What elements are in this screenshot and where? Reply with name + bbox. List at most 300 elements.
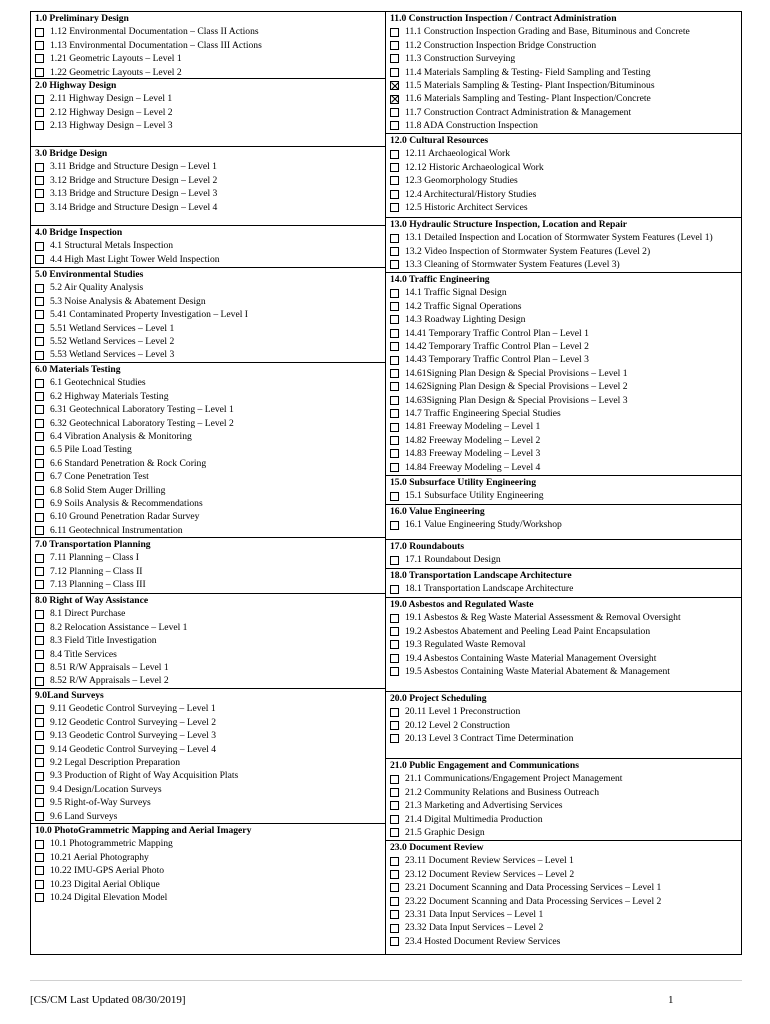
checkbox[interactable] (390, 150, 399, 159)
section-title: 23.0 Document Review (390, 842, 484, 853)
checkbox[interactable] (35, 650, 44, 659)
checklist-item (390, 518, 741, 531)
checklist-item (390, 665, 741, 678)
checkbox[interactable] (35, 337, 44, 346)
checklist-item-label: 6.6 Standard Penetration & Rock Coring (50, 457, 207, 469)
checklist-item (35, 295, 385, 308)
checkbox[interactable] (390, 396, 399, 405)
checklist-item-label: 11.1 Construction Inspection Grading and Base, Bituminous and Concrete (405, 26, 690, 38)
checkbox[interactable] (35, 28, 44, 37)
checklist-item (390, 908, 741, 921)
checklist-item (390, 935, 741, 948)
checklist-item (35, 390, 385, 403)
checkbox[interactable] (390, 342, 399, 351)
section-16-0 (386, 505, 741, 540)
checkbox[interactable] (35, 731, 44, 740)
checkbox[interactable] (35, 623, 44, 632)
checklist-item (35, 810, 385, 823)
checkbox[interactable] (35, 718, 44, 727)
checklist-item-label: 14.81 Freeway Modeling – Level 1 (405, 421, 541, 433)
checklist-item-label: 13.2 Video Inspection of Stormwater System Features (Level 2) (405, 245, 651, 257)
checkbox[interactable] (390, 329, 399, 338)
checklist-item (390, 52, 741, 65)
checkbox[interactable] (35, 705, 44, 714)
section-title: 9.0Land Surveys (35, 690, 104, 701)
checklist-item (35, 878, 385, 891)
checklist-item-label: 1.12 Environmental Documentation – Class II Actions (50, 26, 259, 38)
checkbox[interactable] (390, 54, 399, 63)
checklist-item (390, 327, 741, 340)
checklist-item (35, 729, 385, 742)
checklist-item (390, 434, 741, 447)
section-title: 20.0 Project Scheduling (390, 693, 487, 704)
checklist-item (390, 174, 741, 187)
checklist-item-label: 2.13 Highway Design – Level 3 (50, 120, 173, 132)
checked-checkbox[interactable] (390, 81, 399, 90)
checklist-item (390, 854, 741, 867)
checklist-item (390, 447, 741, 460)
checkbox[interactable] (35, 880, 44, 889)
section-3-0 (31, 147, 385, 226)
checklist-item-label: 19.3 Regulated Waste Removal (405, 639, 526, 651)
checklist-item (390, 340, 741, 353)
checkbox[interactable] (390, 667, 399, 676)
checklist-item-label: 14.62Signing Plan Design & Special Provisions – Level 2 (405, 381, 628, 393)
checkbox[interactable] (390, 654, 399, 663)
checklist-item (390, 895, 741, 908)
checklist-item (35, 796, 385, 809)
checklist-item-label: 14.83 Freeway Modeling – Level 3 (405, 448, 541, 460)
checklist-item-label: 9.12 Geodetic Control Surveying – Level 2 (50, 716, 216, 728)
section-5-0 (31, 268, 385, 363)
checkbox[interactable] (35, 663, 44, 672)
section-title: 17.0 Roundabouts (390, 541, 465, 552)
checklist-item (35, 674, 385, 687)
checkbox[interactable] (35, 459, 44, 468)
section-23-0 (386, 841, 741, 949)
checklist-item-label: 5.52 Wetland Services – Level 2 (50, 336, 175, 348)
checkbox[interactable] (35, 853, 44, 862)
checklist-item (390, 921, 741, 934)
checkbox[interactable] (390, 28, 399, 37)
checklist-item-label: 19.5 Asbestos Containing Waste Material Abatement & Management (405, 666, 670, 678)
section-8-0 (31, 594, 385, 689)
checklist-item-label: 5.3 Noise Analysis & Abatement Design (50, 295, 206, 307)
checkbox[interactable] (35, 108, 44, 117)
section-21-0 (386, 759, 741, 841)
checkbox[interactable] (390, 260, 399, 269)
checklist-item-label: 18.1 Transportation Landscape Architecture (405, 583, 574, 595)
checkbox[interactable] (35, 163, 44, 172)
checkbox[interactable] (390, 734, 399, 743)
prequalification-form (30, 11, 742, 955)
checkbox[interactable] (390, 41, 399, 50)
checklist-item-label: 20.12 Level 2 Construction (405, 719, 510, 731)
section-11-0 (386, 12, 741, 134)
checklist-item (35, 253, 385, 266)
checklist-item-label: 23.11 Document Review Services – Level 1 (405, 855, 574, 867)
checkbox[interactable] (35, 486, 44, 495)
checkbox[interactable] (390, 463, 399, 472)
checkbox[interactable] (35, 419, 44, 428)
checkbox[interactable] (390, 436, 399, 445)
checkbox[interactable] (35, 189, 44, 198)
section-title: 3.0 Bridge Design (35, 148, 108, 159)
checklist-item-label: 17.1 Roundabout Design (405, 554, 501, 566)
checkbox[interactable] (35, 499, 44, 508)
checkbox[interactable] (35, 785, 44, 794)
checkbox[interactable] (390, 857, 399, 866)
checklist-item (35, 25, 385, 38)
checklist-item-label: 3.11 Bridge and Structure Design – Level 1 (50, 161, 217, 173)
checklist-item-label: 10.22 IMU-GPS Aerial Photo (50, 865, 165, 877)
checklist-item (35, 430, 385, 443)
checkbox[interactable] (35, 610, 44, 619)
checkbox[interactable] (35, 297, 44, 306)
checkbox[interactable] (35, 310, 44, 319)
checkbox[interactable] (35, 866, 44, 875)
checkbox[interactable] (35, 758, 44, 767)
checkbox[interactable] (35, 840, 44, 849)
section-title: 15.0 Subsurface Utility Engineering (390, 477, 537, 488)
checklist-item-label: 8.4 Title Services (50, 648, 117, 660)
checklist-item (35, 66, 385, 79)
checkbox[interactable] (390, 556, 399, 565)
checkbox[interactable] (35, 513, 44, 522)
checklist-item (35, 335, 385, 348)
checklist-item (35, 769, 385, 782)
checklist-item-label: 6.10 Ground Penetration Radar Survey (50, 511, 200, 523)
checkbox[interactable] (390, 315, 399, 324)
checklist-item (390, 161, 741, 174)
checklist-item-label: 9.5 Right-of-Way Surveys (50, 797, 151, 809)
checkbox[interactable] (390, 897, 399, 906)
section-title: 10.0 PhotoGrammetric Mapping and Aerial Imagery (35, 825, 252, 836)
checklist-item (35, 201, 385, 214)
checklist-item-label: 12.4 Architectural/History Studies (405, 188, 537, 200)
checklist-item-label: 6.8 Solid Stem Auger Drilling (50, 484, 166, 496)
checklist-item-label: 6.32 Geotechnical Laboratory Testing – Level 2 (50, 417, 234, 429)
checklist-item (35, 648, 385, 661)
checklist-item (35, 376, 385, 389)
checkbox[interactable] (390, 234, 399, 243)
checkbox[interactable] (35, 446, 44, 455)
checkbox[interactable] (390, 788, 399, 797)
checkbox[interactable] (35, 432, 44, 441)
checklist-item-label: 21.5 Graphic Design (405, 827, 485, 839)
section-title: 21.0 Public Engagement and Communications (390, 760, 579, 771)
checklist-item-label: 6.5 Pile Load Testing (50, 444, 132, 456)
checklist-item-label: 19.2 Asbestos Abatement and Peeling Lead Paint Encapsulation (405, 625, 651, 637)
checkbox[interactable] (390, 937, 399, 946)
section-title: 2.0 Highway Design (35, 80, 117, 91)
checklist-item-label: 14.42 Temporary Traffic Control Plan – Level 2 (405, 341, 589, 353)
checklist-item-label: 9.2 Legal Description Preparation (50, 757, 181, 769)
checkbox[interactable] (35, 812, 44, 821)
checklist-item (35, 743, 385, 756)
checklist-item-label: 10.21 Aerial Photography (50, 851, 149, 863)
checklist-item (390, 25, 741, 38)
checklist-item-label: 1.21 Geometric Layouts – Level 1 (50, 53, 182, 65)
checklist-item-label: 21.2 Community Relations and Business Outreach (405, 786, 599, 798)
checkbox[interactable] (390, 176, 399, 185)
checklist-item (35, 716, 385, 729)
checklist-item (390, 420, 741, 433)
checklist-item-label: 3.12 Bridge and Structure Design – Level 2 (50, 174, 218, 186)
checklist-item-label: 23.12 Document Review Services – Level 2 (405, 868, 575, 880)
checkbox[interactable] (390, 247, 399, 256)
checkbox[interactable] (35, 203, 44, 212)
checklist-item (35, 92, 385, 105)
checkbox[interactable] (35, 677, 44, 686)
checklist-item-label: 6.1 Geotechnical Studies (50, 377, 146, 389)
checkbox[interactable] (35, 379, 44, 388)
checkbox[interactable] (35, 893, 44, 902)
section-2-0 (31, 79, 385, 147)
checkbox[interactable] (390, 828, 399, 837)
checklist-item-label: 21.1 Communications/Engagement Project Management (405, 773, 623, 785)
checklist-item (390, 258, 741, 271)
checklist-item-label: 1.13 Environmental Documentation – Class III Actions (50, 39, 262, 51)
checkbox[interactable] (35, 255, 44, 264)
checklist-item-label: 3.14 Bridge and Structure Design – Level 4 (50, 201, 218, 213)
checkbox[interactable] (35, 68, 44, 77)
checkbox[interactable] (390, 721, 399, 730)
section-19-0 (386, 598, 741, 692)
checklist-item-label: 2.12 Highway Design – Level 2 (50, 106, 173, 118)
checklist-item-label: 6.11 Geotechnical Instrumentation (50, 524, 183, 536)
checklist-item-label: 7.11 Planning – Class I (50, 552, 139, 564)
checked-checkbox[interactable] (390, 95, 399, 104)
checkbox[interactable] (390, 640, 399, 649)
checkbox[interactable] (35, 242, 44, 251)
checklist-item-label: 9.3 Production of Right of Way Acquisition Plats (50, 770, 239, 782)
checklist-item (35, 417, 385, 430)
checklist-item-label: 21.4 Digital Multimedia Production (405, 813, 543, 825)
checkbox[interactable] (390, 492, 399, 501)
checklist-item-label: 4.4 High Mast Light Tower Weld Inspection (50, 253, 220, 265)
section-20-0 (386, 692, 741, 759)
checklist-item (35, 837, 385, 850)
checklist-item (390, 799, 741, 812)
checkbox[interactable] (35, 284, 44, 293)
checklist-item-label: 6.7 Cone Penetration Test (50, 471, 149, 483)
checklist-item (35, 119, 385, 132)
checkbox[interactable] (390, 708, 399, 717)
checkbox[interactable] (390, 924, 399, 933)
checklist-item (35, 308, 385, 321)
checklist-item-label: 15.1 Subsurface Utility Engineering (405, 490, 544, 502)
checklist-item (35, 565, 385, 578)
checklist-item-label: 13.3 Cleaning of Stormwater System Features (Level 3) (405, 259, 620, 271)
checkbox[interactable] (390, 302, 399, 311)
checklist-item-label: 23.22 Document Scanning and Data Processing Services – Level 2 (405, 895, 662, 907)
checklist-item-label: 14.7 Traffic Engineering Special Studies (405, 408, 561, 420)
checklist-item-label: 5.2 Air Quality Analysis (50, 282, 144, 294)
checklist-item (390, 147, 741, 160)
checkbox[interactable] (390, 449, 399, 458)
checklist-item (35, 661, 385, 674)
checklist-item-label: 11.4 Materials Sampling & Testing- Field Sampling and Testing (405, 66, 651, 78)
checklist-item (35, 443, 385, 456)
checklist-item (390, 826, 741, 839)
checkbox[interactable] (35, 95, 44, 104)
checklist-item-label: 9.4 Design/Location Surveys (50, 783, 162, 795)
checklist-item-label: 8.2 Relocation Assistance – Level 1 (50, 621, 188, 633)
checkbox[interactable] (35, 121, 44, 130)
checkbox[interactable] (390, 775, 399, 784)
section-4-0 (31, 226, 385, 268)
checkbox[interactable] (390, 163, 399, 172)
checklist-item-label: 16.1 Value Engineering Study/Workshop (405, 519, 562, 531)
section-title: 7.0 Transportation Planning (35, 539, 151, 550)
checkbox[interactable] (35, 41, 44, 50)
checklist-item-label: 14.61Signing Plan Design & Special Provisions – Level 1 (405, 367, 628, 379)
checkbox[interactable] (35, 745, 44, 754)
checkbox[interactable] (35, 351, 44, 360)
checklist-item-label: 5.53 Wetland Services – Level 3 (50, 349, 175, 361)
checklist-item-label: 23.31 Data Input Services – Level 1 (405, 909, 544, 921)
checkbox[interactable] (35, 554, 44, 563)
checkbox[interactable] (390, 203, 399, 212)
checkbox[interactable] (390, 585, 399, 594)
section-14-0 (386, 273, 741, 476)
checklist-item (390, 881, 741, 894)
checkbox[interactable] (390, 382, 399, 391)
checklist-item (35, 702, 385, 715)
section-1-0 (31, 12, 385, 79)
checklist-item-label: 19.4 Asbestos Containing Waste Material Management Oversight (405, 652, 657, 664)
checkbox[interactable] (35, 526, 44, 535)
checkbox[interactable] (35, 636, 44, 645)
checklist-item-label: 10.24 Digital Elevation Model (50, 892, 168, 904)
checklist-item-label: 10.23 Digital Aerial Oblique (50, 878, 160, 890)
checklist-item-label: 11.8 ADA Construction Inspection (405, 120, 538, 132)
section-title: 8.0 Right of Way Assistance (35, 595, 149, 606)
section-6-0 (31, 363, 385, 538)
checklist-item-label: 14.63Signing Plan Design & Special Provisions – Level 3 (405, 394, 628, 406)
checklist-item (35, 484, 385, 497)
checkbox[interactable] (390, 108, 399, 117)
checklist-item (35, 783, 385, 796)
checkbox[interactable] (35, 392, 44, 401)
checkbox[interactable] (390, 68, 399, 77)
checkbox[interactable] (390, 910, 399, 919)
checklist-item-label: 11.2 Construction Inspection Bridge Construction (405, 39, 597, 51)
checkbox[interactable] (390, 289, 399, 298)
checklist-item (390, 367, 741, 380)
checklist-item (390, 245, 741, 258)
checklist-item (390, 286, 741, 299)
checkbox[interactable] (35, 472, 44, 481)
checklist-item-label: 11.6 Materials Sampling and Testing- Plant Inspection/Concrete (405, 93, 651, 105)
checkbox[interactable] (35, 567, 44, 576)
section-17-0 (386, 540, 741, 569)
checklist-item-label: 23.21 Document Scanning and Data Processing Services – Level 1 (405, 882, 662, 894)
checklist-item (390, 732, 741, 745)
section-title: 12.0 Cultural Resources (390, 135, 489, 146)
checklist-item-label: 5.41 Contaminated Property Investigation – Level I (50, 309, 248, 321)
checklist-item (390, 66, 741, 79)
checkbox[interactable] (390, 356, 399, 365)
section-title: 6.0 Materials Testing (35, 364, 121, 375)
checkbox[interactable] (390, 883, 399, 892)
checkbox[interactable] (390, 870, 399, 879)
checklist-item (390, 313, 741, 326)
section-12-0 (386, 134, 741, 218)
checklist-item (390, 625, 741, 638)
section-15-0 (386, 476, 741, 505)
checklist-item (35, 578, 385, 591)
checklist-item (390, 489, 741, 502)
checklist-item (390, 638, 741, 651)
checkbox[interactable] (35, 324, 44, 333)
checklist-item-label: 20.11 Level 1 Preconstruction (405, 706, 521, 718)
section-title: 16.0 Value Engineering (390, 506, 485, 517)
checklist-item-label: 10.1 Photogrammetric Mapping (50, 838, 173, 850)
checkbox[interactable] (35, 54, 44, 63)
section-title: 19.0 Asbestos and Regulated Waste (390, 599, 534, 610)
checklist-item (35, 634, 385, 647)
checklist-item-label: 14.41 Temporary Traffic Control Plan – Level 1 (405, 327, 589, 339)
checklist-item-label: 8.1 Direct Purchase (50, 608, 126, 620)
checklist-item (390, 611, 741, 624)
section-18-0 (386, 569, 741, 598)
checklist-item (390, 188, 741, 201)
footer-divider (30, 980, 742, 981)
checkbox[interactable] (390, 121, 399, 130)
checklist-item (390, 868, 741, 881)
checkbox[interactable] (390, 190, 399, 199)
checklist-item (35, 187, 385, 200)
checkbox[interactable] (35, 772, 44, 781)
checkbox[interactable] (35, 176, 44, 185)
checkbox[interactable] (390, 369, 399, 378)
checklist-item-label: 23.4 Hosted Document Review Services (405, 935, 561, 947)
checkbox[interactable] (390, 614, 399, 623)
checkbox[interactable] (35, 580, 44, 589)
checklist-item (35, 470, 385, 483)
checklist-item (35, 851, 385, 864)
checkbox[interactable] (35, 405, 44, 414)
checklist-item-label: 11.7 Construction Contract Administration & Management (405, 106, 632, 118)
checklist-item (35, 403, 385, 416)
checkbox[interactable] (390, 521, 399, 530)
checklist-item-label: 6.31 Geotechnical Laboratory Testing – Level 1 (50, 404, 234, 416)
checklist-item-label: 8.51 R/W Appraisals – Level 1 (50, 662, 169, 674)
checklist-item-label: 9.14 Geodetic Control Surveying – Level 4 (50, 743, 216, 755)
checklist-item (35, 52, 385, 65)
section-7-0 (31, 538, 385, 594)
checkbox[interactable] (390, 627, 399, 636)
checklist-item-label: 9.13 Geodetic Control Surveying – Level 3 (50, 730, 216, 742)
checkbox[interactable] (390, 801, 399, 810)
checklist-item-label: 5.51 Wetland Services – Level 1 (50, 322, 175, 334)
checkbox[interactable] (390, 815, 399, 824)
checklist-item (390, 92, 741, 105)
checklist-item (35, 756, 385, 769)
checkbox[interactable] (390, 423, 399, 432)
page-number: 1 (668, 994, 674, 1006)
checkbox[interactable] (390, 409, 399, 418)
checklist-item-label: 13.1 Detailed Inspection and Location of Stormwater System Features (Level 1) (405, 232, 713, 244)
checklist-item-label: 21.3 Marketing and Advertising Services (405, 800, 563, 812)
section-title: 18.0 Transportation Landscape Architecture (390, 570, 572, 581)
checklist-item-label: 1.22 Geometric Layouts – Level 2 (50, 66, 182, 78)
section-title: 14.0 Traffic Engineering (390, 274, 490, 285)
checkbox[interactable] (35, 798, 44, 807)
checklist-item-label: 20.13 Level 3 Contract Time Determination (405, 733, 574, 745)
